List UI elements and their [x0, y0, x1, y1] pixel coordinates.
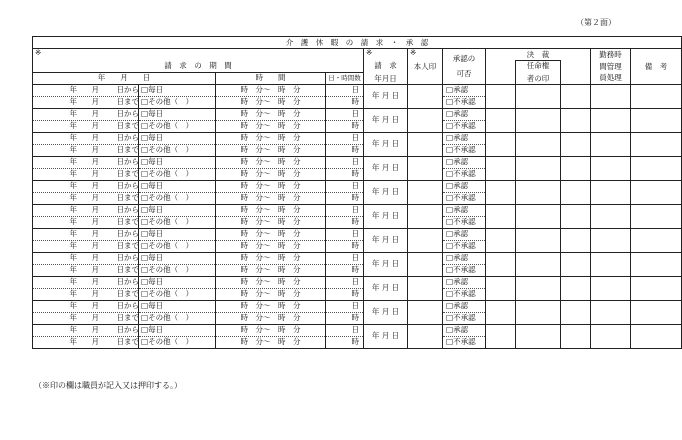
days-cell[interactable]: 日 — [326, 204, 364, 216]
days-cell[interactable]: 日 — [326, 228, 364, 240]
day-label: 日まで — [116, 289, 139, 299]
note-mark: ※ — [408, 49, 443, 61]
daily-checkbox[interactable]: □毎日 — [139, 276, 216, 288]
day-label: 日から — [116, 109, 139, 119]
decision-extra-cell[interactable] — [561, 156, 591, 180]
approve-checkbox[interactable]: □承認 — [443, 180, 486, 192]
daily-checkbox[interactable]: □毎日 — [139, 204, 216, 216]
decision-cell[interactable] — [486, 324, 516, 348]
remarks-cell[interactable] — [631, 300, 682, 324]
month-label: 月 — [91, 229, 99, 239]
year-label: 年 — [69, 157, 77, 167]
other-checkbox[interactable]: □その他（ ） — [139, 192, 216, 204]
start-date-cell[interactable] — [33, 180, 139, 192]
decision-cell[interactable] — [486, 108, 516, 132]
day-label: 日まで — [116, 97, 139, 107]
header-request-date-line: 年月日 — [374, 74, 397, 83]
header-appointer-line: 者の印 — [526, 74, 550, 84]
other-checkbox[interactable]: □その他（ ） — [139, 168, 216, 180]
daily-checkbox[interactable]: □毎日 — [139, 156, 216, 168]
other-checkbox[interactable]: □その他（ ） — [139, 288, 216, 300]
other-checkbox[interactable]: □その他（ ） — [139, 120, 216, 132]
daily-checkbox[interactable]: □毎日 — [139, 108, 216, 120]
month-label: 月 — [91, 97, 99, 107]
footnote: （※印の欄は職員が記入又は押印する。） — [34, 381, 182, 390]
day-label: 日まで — [116, 265, 139, 275]
year-label: 年 — [69, 133, 77, 143]
disapprove-checkbox[interactable]: □不承認 — [443, 240, 486, 252]
decision-extra-cell[interactable] — [561, 276, 591, 300]
day-label: 日から — [116, 157, 139, 167]
person-seal-cell[interactable] — [408, 204, 443, 228]
appointer-seal-cell[interactable] — [516, 324, 561, 348]
approve-checkbox[interactable]: □承認 — [443, 204, 486, 216]
hours-cell[interactable]: 時 — [326, 192, 364, 204]
year-label: 年 — [69, 337, 77, 347]
disapprove-checkbox[interactable]: □不承認 — [443, 120, 486, 132]
decision-cell[interactable] — [486, 300, 516, 324]
month-label: 月 — [91, 205, 99, 215]
start-date-cell[interactable] — [33, 276, 139, 288]
day-label: 日から — [116, 325, 139, 335]
hours-cell[interactable]: 時 — [326, 240, 364, 252]
table-row — [33, 180, 682, 192]
start-date-cell[interactable] — [33, 324, 139, 336]
header-days-hours: 日・時間数 — [326, 72, 364, 84]
decision-cell[interactable] — [486, 84, 516, 108]
day-label: 日まで — [116, 313, 139, 323]
attendance-cell[interactable] — [591, 324, 631, 348]
person-seal-cell[interactable] — [408, 276, 443, 300]
attendance-cell[interactable] — [591, 180, 631, 204]
disapprove-checkbox[interactable]: □不承認 — [443, 144, 486, 156]
year-label: 年 — [69, 109, 77, 119]
time-range-cell[interactable]: 時 分～ 時 分 — [216, 228, 326, 240]
month-label: 月 — [91, 109, 99, 119]
time-range-cell[interactable]: 時 分～ 時 分 — [216, 192, 326, 204]
year-label: 年 — [69, 253, 77, 263]
day-label: 日から — [116, 181, 139, 191]
time-range-cell[interactable]: 時 分～ 時 分 — [216, 96, 326, 108]
end-date-cell[interactable] — [33, 312, 139, 324]
disapprove-checkbox[interactable]: □不承認 — [443, 216, 486, 228]
person-seal-cell[interactable] — [408, 84, 443, 108]
year-label: 年 — [69, 241, 77, 251]
other-checkbox[interactable]: □その他（ ） — [139, 216, 216, 228]
attendance-cell[interactable] — [591, 204, 631, 228]
appointer-seal-cell[interactable] — [516, 204, 561, 228]
table-row — [33, 252, 682, 264]
header-request-date — [364, 61, 408, 85]
header-approval-line: 可否 — [456, 69, 472, 79]
month-label: 月 — [91, 241, 99, 251]
year-label: 年 — [69, 169, 77, 179]
time-range-cell[interactable]: 時 分～ 時 分 — [216, 132, 326, 144]
year-label: 年 — [69, 325, 77, 335]
header-approval-line: 承認の — [452, 53, 476, 63]
start-date-cell[interactable] — [33, 228, 139, 240]
daily-checkbox[interactable]: □毎日 — [139, 132, 216, 144]
request-date-cell[interactable]: 年 月 日 — [364, 324, 408, 348]
daily-checkbox[interactable]: □毎日 — [139, 180, 216, 192]
month-label: 月 — [91, 301, 99, 311]
header-approval — [443, 49, 486, 85]
decision-extra-cell[interactable] — [561, 108, 591, 132]
time-range-cell[interactable]: 時 分～ 時 分 — [216, 300, 326, 312]
month-label: 月 — [91, 133, 99, 143]
year-label: 年 — [69, 193, 77, 203]
decision-cell[interactable] — [486, 180, 516, 204]
attendance-cell[interactable] — [591, 228, 631, 252]
attendance-cell[interactable] — [591, 132, 631, 156]
decision-extra-cell[interactable] — [561, 204, 591, 228]
request-date-cell[interactable]: 年 月 日 — [364, 300, 408, 324]
month-label: 月 — [91, 217, 99, 227]
end-date-cell[interactable] — [33, 168, 139, 180]
appointer-seal-cell[interactable] — [516, 252, 561, 276]
table-row — [33, 108, 682, 120]
table-row — [33, 276, 682, 288]
form-title: 介 護 休 暇 の 請 求 ・ 承 認 — [33, 37, 682, 49]
attendance-cell[interactable] — [591, 156, 631, 180]
disapprove-checkbox[interactable]: □不承認 — [443, 264, 486, 276]
remarks-cell[interactable] — [631, 228, 682, 252]
other-checkbox[interactable]: □その他（ ） — [139, 96, 216, 108]
header-request-date-line: 請 求 — [374, 60, 397, 70]
daily-checkbox[interactable]: □毎日 — [139, 300, 216, 312]
time-range-cell[interactable]: 時 分～ 時 分 — [216, 336, 326, 348]
leave-request-form — [32, 36, 682, 349]
daily-checkbox[interactable]: □毎日 — [139, 228, 216, 240]
time-range-cell[interactable]: 時 分～ 時 分 — [216, 204, 326, 216]
table-row — [33, 132, 682, 144]
year-label: 年 — [69, 229, 77, 239]
request-date-cell[interactable]: 年 月 日 — [364, 228, 408, 252]
year-label: 年 — [69, 313, 77, 323]
days-cell[interactable]: 日 — [326, 324, 364, 336]
day-label: 日まで — [116, 241, 139, 251]
decision-extra-cell[interactable] — [561, 228, 591, 252]
decision-extra-cell[interactable] — [561, 84, 591, 108]
disapprove-checkbox[interactable]: □不承認 — [443, 96, 486, 108]
remarks-cell[interactable] — [631, 180, 682, 204]
attendance-cell[interactable] — [591, 300, 631, 324]
end-date-cell[interactable] — [33, 216, 139, 228]
request-date-cell[interactable]: 年 月 日 — [364, 84, 408, 108]
remarks-cell[interactable] — [631, 252, 682, 276]
days-cell[interactable]: 日 — [326, 108, 364, 120]
year-label: 年 — [69, 301, 77, 311]
remarks-cell[interactable] — [631, 84, 682, 108]
time-range-cell[interactable]: 時 分～ 時 分 — [216, 156, 326, 168]
header-appointer-line: 任命権 — [526, 60, 550, 70]
table-row — [33, 300, 682, 312]
person-seal-cell[interactable] — [408, 108, 443, 132]
decision-cell[interactable] — [486, 276, 516, 300]
month-label: 月 — [91, 289, 99, 299]
month-label: 月 — [91, 325, 99, 335]
page-label: （第２面） — [576, 18, 616, 27]
person-seal-cell[interactable] — [408, 300, 443, 324]
header-attendance — [591, 49, 631, 85]
days-cell[interactable]: 日 — [326, 300, 364, 312]
day-label: 日から — [116, 205, 139, 215]
time-range-cell[interactable]: 時 分～ 時 分 — [216, 120, 326, 132]
time-range-cell[interactable]: 時 分～ 時 分 — [216, 180, 326, 192]
start-date-cell[interactable] — [33, 204, 139, 216]
month-label: 月 — [91, 193, 99, 203]
approve-checkbox[interactable]: □承認 — [443, 300, 486, 312]
header-ymd: 年 月 日 — [33, 72, 216, 84]
end-date-cell[interactable] — [33, 144, 139, 156]
attendance-cell[interactable] — [591, 252, 631, 276]
approve-checkbox[interactable]: □承認 — [443, 324, 486, 336]
year-label: 年 — [69, 205, 77, 215]
appointer-seal-cell[interactable] — [516, 108, 561, 132]
appointer-seal-cell[interactable] — [516, 276, 561, 300]
hours-cell[interactable]: 時 — [326, 312, 364, 324]
start-date-cell[interactable] — [33, 108, 139, 120]
other-checkbox[interactable]: □その他（ ） — [139, 144, 216, 156]
hours-cell[interactable]: 時 — [326, 264, 364, 276]
attendance-cell[interactable] — [591, 84, 631, 108]
approve-checkbox[interactable]: □承認 — [443, 252, 486, 264]
header-time: 時 間 — [216, 72, 326, 84]
end-date-cell[interactable] — [33, 264, 139, 276]
request-date-cell[interactable]: 年 月 日 — [364, 132, 408, 156]
header-person-seal: 本人印 — [408, 61, 443, 85]
year-label: 年 — [69, 145, 77, 155]
decision-extra-cell[interactable] — [561, 180, 591, 204]
time-range-cell[interactable]: 時 分～ 時 分 — [216, 312, 326, 324]
year-label: 年 — [69, 121, 77, 131]
disapprove-checkbox[interactable]: □不承認 — [443, 336, 486, 348]
attendance-cell[interactable] — [591, 108, 631, 132]
appointer-seal-cell[interactable] — [516, 84, 561, 108]
day-label: 日から — [116, 133, 139, 143]
hours-cell[interactable]: 時 — [326, 216, 364, 228]
day-label: 日まで — [116, 337, 139, 347]
person-seal-cell[interactable] — [408, 252, 443, 276]
year-label: 年 — [69, 265, 77, 275]
hours-cell[interactable]: 時 — [326, 336, 364, 348]
days-cell[interactable]: 日 — [326, 276, 364, 288]
person-seal-cell[interactable] — [408, 228, 443, 252]
other-checkbox[interactable]: □その他（ ） — [139, 240, 216, 252]
day-label: 日から — [116, 253, 139, 263]
end-date-cell[interactable] — [33, 336, 139, 348]
remarks-cell[interactable] — [631, 156, 682, 180]
daily-checkbox[interactable]: □毎日 — [139, 252, 216, 264]
request-date-cell[interactable]: 年 月 日 — [364, 276, 408, 300]
note-mark: ※ — [33, 49, 364, 61]
time-range-cell[interactable]: 時 分～ 時 分 — [216, 240, 326, 252]
day-label: 日まで — [116, 169, 139, 179]
start-date-cell[interactable] — [33, 84, 139, 96]
remarks-cell[interactable] — [631, 276, 682, 300]
attendance-cell[interactable] — [591, 276, 631, 300]
header-attendance-line: 間管理 — [599, 61, 622, 71]
decision-cell[interactable] — [486, 156, 516, 180]
remarks-cell[interactable] — [631, 132, 682, 156]
day-label: 日から — [116, 277, 139, 287]
day-label: 日まで — [116, 121, 139, 131]
month-label: 月 — [91, 313, 99, 323]
year-label: 年 — [69, 97, 77, 107]
days-cell[interactable]: 日 — [326, 84, 364, 96]
header-remarks: 備 考 — [631, 49, 682, 85]
days-cell[interactable]: 日 — [326, 180, 364, 192]
day-label: 日から — [116, 301, 139, 311]
year-label: 年 — [69, 217, 77, 227]
time-range-cell[interactable]: 時 分～ 時 分 — [216, 264, 326, 276]
appointer-seal-cell[interactable] — [516, 180, 561, 204]
approve-checkbox[interactable]: □承認 — [443, 156, 486, 168]
start-date-cell[interactable] — [33, 132, 139, 144]
disapprove-checkbox[interactable]: □不承認 — [443, 288, 486, 300]
year-label: 年 — [69, 277, 77, 287]
table-row — [33, 228, 682, 240]
month-label: 月 — [91, 85, 99, 95]
hours-cell[interactable]: 時 — [326, 96, 364, 108]
time-range-cell[interactable]: 時 分～ 時 分 — [216, 168, 326, 180]
remarks-cell[interactable] — [631, 204, 682, 228]
appointer-seal-cell[interactable] — [516, 300, 561, 324]
approve-checkbox[interactable]: □承認 — [443, 228, 486, 240]
month-label: 月 — [91, 265, 99, 275]
other-checkbox[interactable]: □その他（ ） — [139, 312, 216, 324]
other-checkbox[interactable]: □その他（ ） — [139, 336, 216, 348]
note-mark: ※ — [364, 49, 408, 61]
decision-extra-cell[interactable] — [561, 132, 591, 156]
hours-cell[interactable]: 時 — [326, 288, 364, 300]
year-label: 年 — [69, 289, 77, 299]
hours-cell[interactable]: 時 — [326, 168, 364, 180]
time-range-cell[interactable]: 時 分～ 時 分 — [216, 216, 326, 228]
time-range-cell[interactable]: 時 分～ 時 分 — [216, 144, 326, 156]
table-row — [33, 324, 682, 336]
disapprove-checkbox[interactable]: □不承認 — [443, 312, 486, 324]
time-range-cell[interactable]: 時 分～ 時 分 — [216, 252, 326, 264]
approve-checkbox[interactable]: □承認 — [443, 132, 486, 144]
person-seal-cell[interactable] — [408, 324, 443, 348]
month-label: 月 — [91, 337, 99, 347]
appointer-seal-cell[interactable] — [516, 156, 561, 180]
time-range-cell[interactable]: 時 分～ 時 分 — [216, 324, 326, 336]
disapprove-checkbox[interactable]: □不承認 — [443, 192, 486, 204]
daily-checkbox[interactable]: □毎日 — [139, 84, 216, 96]
end-date-cell[interactable] — [33, 288, 139, 300]
daily-checkbox[interactable]: □毎日 — [139, 324, 216, 336]
year-label: 年 — [69, 85, 77, 95]
approve-checkbox[interactable]: □承認 — [443, 84, 486, 96]
other-checkbox[interactable]: □その他（ ） — [139, 264, 216, 276]
start-date-cell[interactable] — [33, 156, 139, 168]
month-label: 月 — [91, 277, 99, 287]
decision-cell[interactable] — [486, 132, 516, 156]
month-label: 月 — [91, 169, 99, 179]
header-appointer — [516, 61, 561, 85]
header-attendance-line: 員処理 — [599, 73, 622, 82]
month-label: 月 — [91, 121, 99, 131]
end-date-cell[interactable] — [33, 240, 139, 252]
decision-extra-cell[interactable] — [561, 300, 591, 324]
request-date-cell[interactable]: 年 月 日 — [364, 252, 408, 276]
decision-cell[interactable] — [486, 228, 516, 252]
day-label: 日から — [116, 229, 139, 239]
table-row — [33, 84, 682, 96]
appointer-seal-cell[interactable] — [516, 132, 561, 156]
table-row — [33, 156, 682, 168]
month-label: 月 — [91, 145, 99, 155]
start-date-cell[interactable] — [33, 252, 139, 264]
approve-checkbox[interactable]: □承認 — [443, 108, 486, 120]
hours-cell[interactable]: 時 — [326, 144, 364, 156]
request-date-cell[interactable]: 年 月 日 — [364, 156, 408, 180]
appointer-seal-cell[interactable] — [516, 228, 561, 252]
approve-checkbox[interactable]: □承認 — [443, 276, 486, 288]
person-seal-cell[interactable] — [408, 132, 443, 156]
end-date-cell[interactable] — [33, 120, 139, 132]
day-label: 日まで — [116, 193, 139, 203]
request-date-cell[interactable]: 年 月 日 — [364, 204, 408, 228]
time-range-cell[interactable]: 時 分～ 時 分 — [216, 84, 326, 96]
person-seal-cell[interactable] — [408, 156, 443, 180]
time-range-cell[interactable]: 時 分～ 時 分 — [216, 108, 326, 120]
end-date-cell[interactable] — [33, 96, 139, 108]
hours-cell[interactable]: 時 — [326, 120, 364, 132]
start-date-cell[interactable] — [33, 300, 139, 312]
month-label: 月 — [91, 181, 99, 191]
decision-extra-cell[interactable] — [561, 252, 591, 276]
table-row — [33, 204, 682, 216]
header-period: 請 求 の 期 間 — [33, 61, 364, 73]
days-cell[interactable]: 日 — [326, 252, 364, 264]
decision-extra-cell[interactable] — [561, 324, 591, 348]
request-date-cell[interactable]: 年 月 日 — [364, 108, 408, 132]
header-decision: 決 裁 — [516, 49, 561, 61]
header-attendance-line: 勤務時 — [599, 50, 622, 59]
request-date-cell[interactable]: 年 月 日 — [364, 180, 408, 204]
time-range-cell[interactable]: 時 分～ 時 分 — [216, 276, 326, 288]
disapprove-checkbox[interactable]: □不承認 — [443, 168, 486, 180]
day-label: 日から — [116, 85, 139, 95]
decision-cell[interactable] — [486, 204, 516, 228]
time-range-cell[interactable]: 時 分～ 時 分 — [216, 288, 326, 300]
decision-cell[interactable] — [486, 252, 516, 276]
year-label: 年 — [69, 181, 77, 191]
month-label: 月 — [91, 253, 99, 263]
days-cell[interactable]: 日 — [326, 132, 364, 144]
days-cell[interactable]: 日 — [326, 156, 364, 168]
month-label: 月 — [91, 157, 99, 167]
day-label: 日まで — [116, 145, 139, 155]
remarks-cell[interactable] — [631, 108, 682, 132]
remarks-cell[interactable] — [631, 324, 682, 348]
person-seal-cell[interactable] — [408, 180, 443, 204]
end-date-cell[interactable] — [33, 192, 139, 204]
day-label: 日まで — [116, 217, 139, 227]
